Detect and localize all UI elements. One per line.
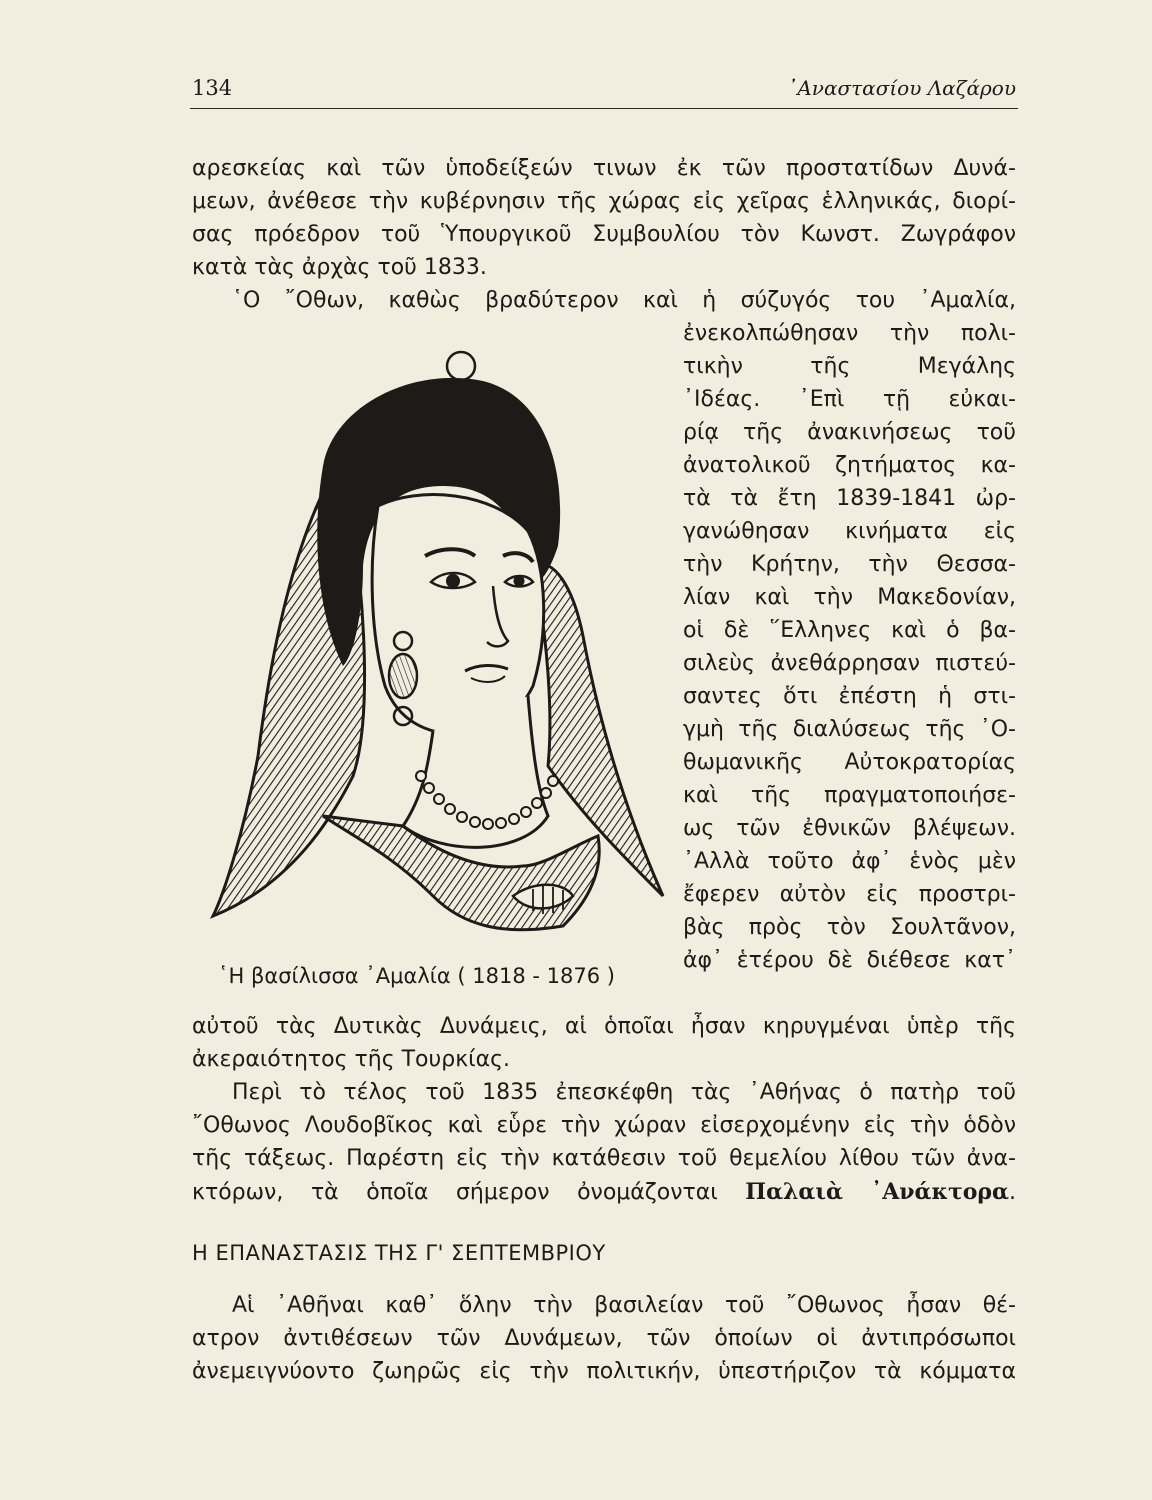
- column-line: σαντες ὅτι ἐπέστη ἡ στι-: [683, 684, 1016, 709]
- column-line: βὰς πρὸς τὸν Σουλτᾶνον,: [683, 915, 1016, 940]
- text-line: ἀνεμειγνύοντο ζωηρῶς εἰς τὴν πολιτικήν, ὑπεστήριζον τὰ κόμματα: [192, 1359, 1016, 1384]
- text-line: σας πρόεδρον τοῦ Ὑπουργικοῦ Συμβουλίου τὸν Κωνστ. Ζωγράφον: [192, 222, 1016, 247]
- text-line: ῾Ο ῎Οθων, καθὼς βραδύτερον καὶ ἡ σύζυγός του ᾿Αμαλία,: [232, 288, 1016, 313]
- column-line: ἐνεκολπώθησαν τὴν πολι-: [683, 321, 1016, 346]
- column-line: ᾿Αλλὰ τοῦτο ἀφ᾿ ἑνὸς μὲν: [683, 849, 1016, 874]
- column-line: ἀφ᾿ ἑτέρου δὲ διέθεσε κατ᾿: [683, 948, 1016, 973]
- section-heading: Η ΕΠΑΝΑΣΤΑΣΙΣ ΤΗΣ Γ' ΣΕΠΤΕΜΒΡΙΟΥ: [192, 1241, 606, 1265]
- text-line: Περὶ τὸ τέλος τοῦ 1835 ἐπεσκέφθη τὰς ᾿Αθήνας ὁ πατὴρ τοῦ: [232, 1080, 1016, 1105]
- figure-caption: ῾Η βασίλισσα ᾿Αμαλία ( 1818 - 1876 ): [218, 964, 615, 988]
- text-line: ῎Οθωνος Λουδοβῖκος καὶ εὗρε τὴν χώραν εἰσερχομένην εἰς τὴν ὁδὸν: [192, 1113, 1016, 1138]
- text-line: αὐτοῦ τὰς Δυτικὰς Δυνάμεις, αἱ ὁποῖαι ἦσαν κηρυγμέναι ὑπὲρ τῆς: [192, 1014, 1016, 1039]
- column-line: ρίᾳ τῆς ἀνακινήσεως τοῦ: [683, 420, 1016, 445]
- column-line: ᾿Ιδέας. ᾿Επὶ τῇ εὐκαι-: [683, 387, 1016, 412]
- text-line: κατὰ τὰς ἀρχὰς τοῦ 1833.: [192, 255, 487, 280]
- text-line: Αἱ ᾿Αθῆναι καθ᾿ ὅλην τὴν βασιλείαν τοῦ ῎Οθωνος ἦσαν θέ-: [232, 1293, 1016, 1318]
- column-line: ἀνατολικοῦ ζητήματος κα-: [683, 453, 1016, 478]
- column-line: ἔφερεν αὐτὸν εἰς προστρι-: [683, 882, 1016, 907]
- column-line: θωμανικῆς Αὐτοκρατορίας: [683, 750, 1016, 775]
- text-line: τῆς τάξεως. Παρέστη εἰς τὴν κατάθεσιν τοῦ θεμελίου λίθου τῶν ἀνα-: [192, 1146, 1016, 1171]
- text-span: κτόρων, τὰ ὁποῖα σήμερον ὀνομάζονται: [192, 1180, 746, 1205]
- running-head: ᾿Αναστασίου Λαζάρου: [787, 76, 1016, 100]
- column-line: τὴν Κρήτην, τὴν Θεσσα-: [683, 552, 1016, 577]
- text-line: μεων, ἀνέθεσε τὴν κυβέρνησιν τῆς χώρας εἰς χεῖρας ἑλληνικάς, διορί-: [192, 189, 1016, 214]
- text-line: ἀκεραιότητος τῆς Τουρκίας.: [192, 1047, 511, 1072]
- text-line: [192, 1178, 1016, 1206]
- text-line: ατρον ἀντιθέσεων τῶν Δυνάμεων, τῶν ὁποίων οἱ ἀντιπρόσωποι: [192, 1326, 1016, 1351]
- text-span: .: [1009, 1180, 1016, 1205]
- column-line: γμὴ τῆς διαλύσεως τῆς ᾿Ο-: [683, 717, 1016, 742]
- column-line: λίαν καὶ τὴν Μακεδονίαν,: [683, 585, 1016, 610]
- column-line: γανώθησαν κινήματα εἰς: [683, 519, 1016, 544]
- portrait-illustration: [203, 336, 673, 956]
- column-line: σιλεὺς ἀνεθάρρησαν πιστεύ-: [683, 651, 1016, 676]
- column-line: καὶ τῆς πραγματοποιήσε-: [683, 783, 1016, 808]
- column-line: τικὴν τῆς Μεγάλης: [683, 354, 1016, 379]
- column-line: οἱ δὲ ῞Ελληνες καὶ ὁ βα-: [683, 618, 1016, 643]
- bold-term: Παλαιὰ ᾿Ανάκτορα: [745, 1179, 1009, 1205]
- column-line: τὰ τὰ ἔτη 1839-1841 ὠρ-: [683, 486, 1016, 511]
- text-line: αρεσκείας καὶ τῶν ὑποδείξεών τινων ἐκ τῶν προστατίδων Δυνά-: [192, 156, 1016, 181]
- page-number: 134: [192, 76, 233, 100]
- page-header: [192, 76, 1016, 106]
- header-rule: [190, 108, 1018, 109]
- column-line: ως τῶν ἐθνικῶν βλέψεων.: [683, 816, 1016, 841]
